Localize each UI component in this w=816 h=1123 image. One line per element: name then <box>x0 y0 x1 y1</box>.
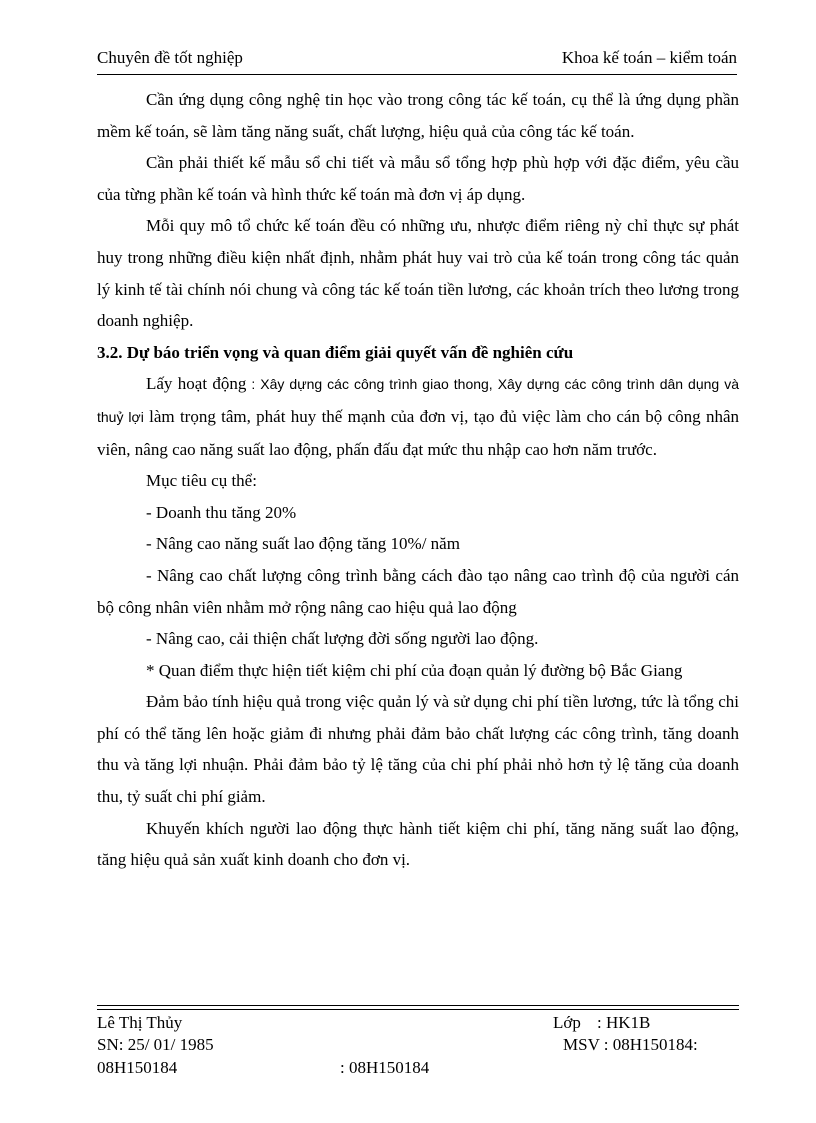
date-of-birth: SN: 25/ 01/ 1985 <box>97 1035 214 1054</box>
paragraph-sans-segment: : Xây dựng các công trình giao thong, Xây dựng các công trình dân dụng và thuỷ lợi <box>97 376 739 425</box>
paragraph: Đảm bảo tính hiệu quả trong việc quản lý và sử dụng chi phí tiền lương, tức là tổng chi phí có thể tăng lên hoặc giảm đi nhưng phải đảm bảo chất lượng các công trình, tăng doanh thu và tăng lợi nhuận. Phải đảm bảo tỷ lệ tăng của chi phí phải nhỏ hơn tỷ lệ tăng của doanh thu, tỷ suất chi phí giảm. <box>97 692 739 807</box>
author-name: Lê Thị Thủy <box>97 1013 183 1032</box>
header-left: Chuyên đề tốt nghiệp <box>97 48 243 67</box>
paragraph: Mỗi quy mô tổ chức kế toán đều có những ưu, nhược điểm riêng nỳ chỉ thực sự phát huy trong những điều kiện nhất định, nhằm phát huy vai trò của kế toán trong công tác quản lý kinh tế tài chính nói chung và công tác kế toán tiền lương, các khoản trích theo lương trong doanh nghiệp. <box>97 216 739 331</box>
paragraph: Cần phải thiết kế mẫu sổ chi tiết và mẫu sổ tổng hợp phù hợp với đặc điểm, yêu cầu của từng phần kế toán và hình thức kế toán mà đơn vị áp dụng. <box>97 153 739 204</box>
footer-row <box>97 1035 739 1057</box>
goal-item: - Doanh thu tăng 20% <box>146 502 297 522</box>
goal-item: - Nâng cao năng suất lao động tăng 10%/ năm <box>146 534 460 554</box>
goal-item: - Nâng cao, cải thiện chất lượng đời sống người lao động. <box>146 629 539 649</box>
document-body <box>97 84 739 876</box>
header-right: Khoa kế toán – kiểm toán <box>561 48 737 67</box>
id-mid: : 08H150184 <box>340 1058 430 1077</box>
goals-title: Mục tiêu cụ thể: <box>146 471 257 491</box>
paragraph-rest: làm trọng tâm, phát huy thế mạnh của đơn vị, tạo đủ việc làm cho cán bộ công nhân viên, nâng cao năng suất lao động, phấn đấu đạt mức thu nhập cao hơn năm trước. <box>97 406 739 459</box>
page-header <box>97 48 737 70</box>
class-label: Lớp <box>553 1013 581 1032</box>
class-value: : HK1B <box>597 1013 651 1032</box>
footer-row <box>97 1013 739 1035</box>
section-heading: 3.2. Dự báo triển vọng và quan điểm giải quyết vấn đề nghiên cứu <box>97 342 574 362</box>
paragraph: Khuyến khích người lao động thực hành tiết kiệm chi phí, tăng năng suất lao động, tăng hiệu quả sản xuất kinh doanh cho đơn vị. <box>97 818 739 870</box>
paragraph <box>97 368 739 465</box>
footer-rule <box>97 1009 739 1010</box>
paragraph: Cần ứng dụng công nghệ tin học vào trong công tác kế toán, cụ thể là ứng dụng phần mềm kế toán, sẽ làm tăng năng suất, chất lượng, hiệu quả của công tác kế toán. <box>97 90 739 141</box>
footer-row <box>97 1058 739 1080</box>
paragraph-lead: Lấy hoạt động <box>146 374 247 394</box>
paragraph: * Quan điểm thực hiện tiết kiệm chi phí của đoạn quản lý đường bộ Bắc Giang <box>146 660 683 680</box>
footer-rule <box>97 1005 739 1006</box>
id-left: 08H150184 <box>97 1058 178 1077</box>
student-id: MSV : 08H150184: <box>563 1035 698 1054</box>
goal-item: - Nâng cao chất lượng công trình bằng cách đào tạo nâng cao trình độ của người cán bộ công nhân viên nhằm mở rộng nâng cao hiệu quả lao động <box>97 565 739 617</box>
header-rule <box>97 74 737 75</box>
